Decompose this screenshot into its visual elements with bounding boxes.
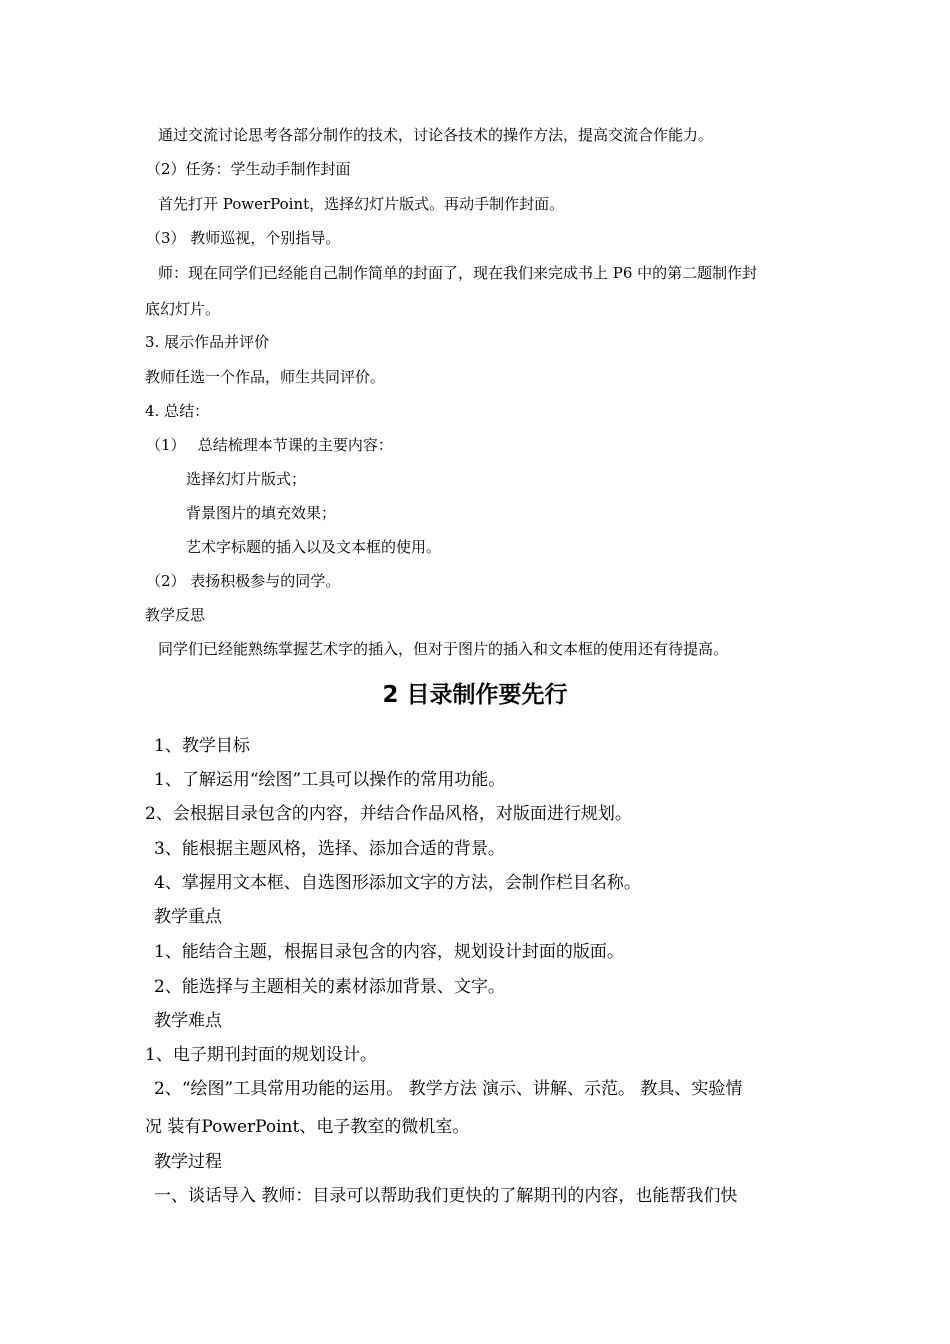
paragraph-line: 3. 展示作品并评价: [145, 333, 270, 351]
paragraph-line: （2）任务：学生动手制作封面: [146, 160, 351, 178]
paragraph-line: 师：现在同学们已经能自己制作简单的封面了，现在我们来完成书上 P6 中的第二题制作封: [158, 264, 758, 282]
paragraph-line: 底幻灯片。: [145, 300, 221, 318]
paragraph-line: 教学难点: [154, 1011, 222, 1031]
paragraph-line: 3、能根据主题风格，选择、添加合适的背景。: [154, 839, 505, 859]
paragraph-line: 同学们已经能熟练掌握艺术字的插入，但对于图片的插入和文本框的使用还有待提高。: [158, 640, 729, 658]
paragraph-line: 2、能选择与主题相关的素材添加背景、文字。: [154, 977, 505, 997]
paragraph-line: 1、了解运用“绘图”工具可以操作的常用功能。: [154, 770, 506, 790]
paragraph-line: （3） 教师巡视，个别指导。: [146, 229, 341, 247]
paragraph-line: 教学反思: [145, 606, 206, 624]
paragraph-line: 背景图片的填充效果；: [186, 504, 337, 522]
paragraph-line: 4. 总结：: [145, 402, 210, 420]
paragraph-line: 首先打开 PowerPoint，选择幻灯片版式。再动手制作封面。: [158, 195, 565, 213]
paragraph-line: 2、“绘图”工具常用功能的运用。 教学方法 演示、讲解、示范。 教具、实验情: [154, 1079, 743, 1099]
paragraph-line: 教学过程: [154, 1152, 222, 1172]
paragraph-line: （1） 总结梳理本节课的主要内容：: [146, 436, 393, 454]
paragraph-line: 通过交流讨论思考各部分制作的技术，讨论各技术的操作方法，提高交流合作能力。: [158, 126, 714, 144]
paragraph-line: 教学重点: [154, 907, 222, 927]
paragraph-line: 1、能结合主题，根据目录包含的内容，规划设计封面的版面。: [154, 942, 624, 962]
paragraph-line: 1、教学目标: [154, 736, 250, 756]
section-title: 2 目录制作要先行: [382, 682, 568, 708]
paragraph-line: （2） 表扬积极参与的同学。: [146, 572, 341, 590]
paragraph-line: 1、电子期刊封面的规划设计。: [145, 1045, 377, 1065]
paragraph-line: 教师任选一个作品，师生共同评价。: [145, 368, 386, 386]
paragraph-line: 况 装有PowerPoint、电子教室的微机室。: [145, 1117, 470, 1137]
paragraph-line: 艺术字标题的插入以及文本框的使用。: [186, 538, 442, 556]
paragraph-line: 2、会根据目录包含的内容，并结合作品风格，对版面进行规划。: [145, 804, 632, 824]
paragraph-line: 选择幻灯片版式；: [186, 470, 307, 488]
paragraph-line: 一、谈话导入 教师：目录可以帮助我们更快的了解期刊的内容，也能帮我们快: [154, 1186, 738, 1206]
paragraph-line: 4、掌握用文本框、自选图形添加文字的方法，会制作栏目名称。: [154, 873, 641, 893]
